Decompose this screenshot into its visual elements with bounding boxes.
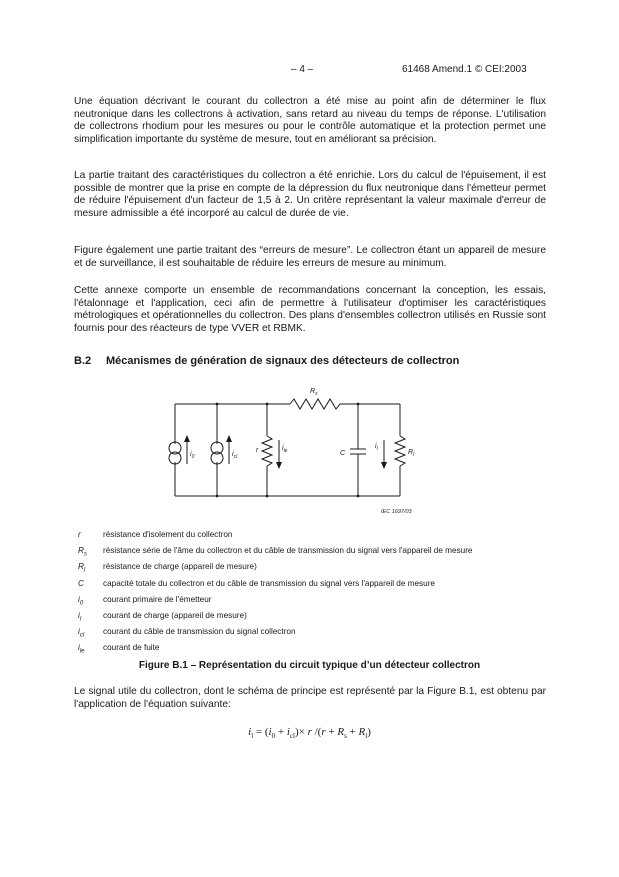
junction-dot xyxy=(266,495,269,498)
equation: $i_l = (i_0 + i_{cl})\times r$ $/(r + R_s + R_l)$ xyxy=(248,726,371,741)
rs-label: $R_s$ xyxy=(310,388,318,397)
r-label: r xyxy=(256,447,259,454)
legend-item xyxy=(78,643,558,659)
circuit-diagram xyxy=(160,378,430,518)
paragraph-intro: Une équation décrivant le courant du collectron a été mise au point afin de déterminer le flux neutronique dans les collectrons à activation, sans retard au niveau du temps de réponse. L'utilisation de collectrons rhodium pour les mesures ou pour le contrôle automatique et la protection permet une simplification importante du système de mesure, tout en améliorant sa précision. xyxy=(74,96,546,145)
legend-symbol: $R_s$ xyxy=(78,546,87,558)
legend-description: résistance de charge (appareil de mesure) xyxy=(103,562,257,572)
legend-description: résistance d'isolement du collectron xyxy=(103,530,233,539)
paragraph-signal: Le signal utile du collectron, dont le schéma de principe est représenté par la Figure B.1, est obtenu par l'application de l'équation suivante: xyxy=(74,686,546,710)
rs-resistor-symbol xyxy=(290,399,340,409)
paragraph-recommendations: Cette annexe comporte un ensemble de recommandations concernant la conception, les essais, l'étalonnage et l'application, ceci afin de permettre à l'utilisateur d'optimiser les caractéristiques métrologiques et opérationnelles du collectron. Des plans d'ensembles collectron utilisés en Russie sont fournis pour des réacteurs de type VVER et RBMK. xyxy=(74,285,546,334)
icl-label: $i_{cl}$ xyxy=(232,451,238,460)
legend-description: courant de fuite xyxy=(103,643,160,653)
legend-item xyxy=(78,595,558,611)
ile-label: $i_{le}$ xyxy=(282,445,288,454)
legend-description: courant de charge (appareil de mesure) xyxy=(103,610,247,620)
rl-label: $R_l$ xyxy=(408,449,415,458)
r-resistor-symbol xyxy=(262,436,272,466)
i0-arrow-head xyxy=(184,435,190,442)
legend-symbol: $i_0$ xyxy=(78,594,84,607)
legend-description: courant du câble de transmission du signal collectron xyxy=(103,627,296,637)
standard-reference: 61468 Amend.1 © CEI:2003 xyxy=(402,64,527,75)
section-title: Mécanismes de génération de signaux des détecteurs de collectron xyxy=(106,355,460,367)
legend-symbol: C xyxy=(78,578,84,588)
legend-item xyxy=(78,611,558,627)
c-label: C xyxy=(340,450,346,457)
legend-symbol: $i_{cl}$ xyxy=(78,627,85,639)
paragraph-characteristics: La partie traitant des caractéristiques du collectron a été enrichie. Lors du calcul de l'épuisement, il est possible de montrer que la prise en compte de la dépression du flux neutronique dans l'émetteur permet de réduire l'épuisement d'un facteur de 1,5 à 2. Un critère représentant la valeur maximale d'erreur de mesure admissible a été incorporé au calcul de durée de vie. xyxy=(74,170,546,219)
legend-item xyxy=(78,579,558,595)
legend-list xyxy=(78,530,558,660)
legend-item xyxy=(78,627,558,643)
legend-description: résistance série de l'âme du collectron et du câble de transmission du signal vers l'appareil de mesure xyxy=(103,546,473,556)
junction-dot xyxy=(266,403,269,406)
legend-symbol: $i_{le}$ xyxy=(78,643,85,655)
junction-dot xyxy=(216,403,219,406)
legend-description: capacité totale du collectron et du câble de transmission du signal vers l'appareil de mesure xyxy=(103,578,435,588)
legend-item xyxy=(78,530,558,546)
legend-symbol: $R_l$ xyxy=(78,562,86,575)
paragraph-errors: Figure également une partie traitant des “erreurs de mesure”. Le collectron étant un appareil de mesure et de surveillance, il est souhaitable de réduire les erreurs de mesure au minimum. xyxy=(74,245,546,269)
figure-caption: Figure B.1 – Représentation du circuit typique d’un détecteur collectron xyxy=(138,660,481,671)
icl-arrow-head xyxy=(226,435,232,442)
il-arrow-head xyxy=(381,462,387,469)
i0-label: $i_0$ xyxy=(190,451,195,460)
legend-symbol: $i_l$ xyxy=(78,610,82,623)
page-number: – 4 – xyxy=(291,64,314,75)
legend-description: courant primaire de l'émetteur xyxy=(103,594,212,604)
iec-reference: IEC 1697/03 xyxy=(381,509,412,515)
junction-dot xyxy=(357,495,360,498)
junction-dot xyxy=(216,495,219,498)
ile-arrow-head xyxy=(276,462,282,469)
section-number: B.2 xyxy=(74,355,92,367)
legend-item xyxy=(78,546,558,562)
junction-dot xyxy=(357,403,360,406)
legend-item xyxy=(78,562,558,578)
il-label: $i_l$ xyxy=(375,443,378,452)
legend-symbol: r xyxy=(78,530,81,539)
rl-resistor-symbol xyxy=(395,436,405,466)
